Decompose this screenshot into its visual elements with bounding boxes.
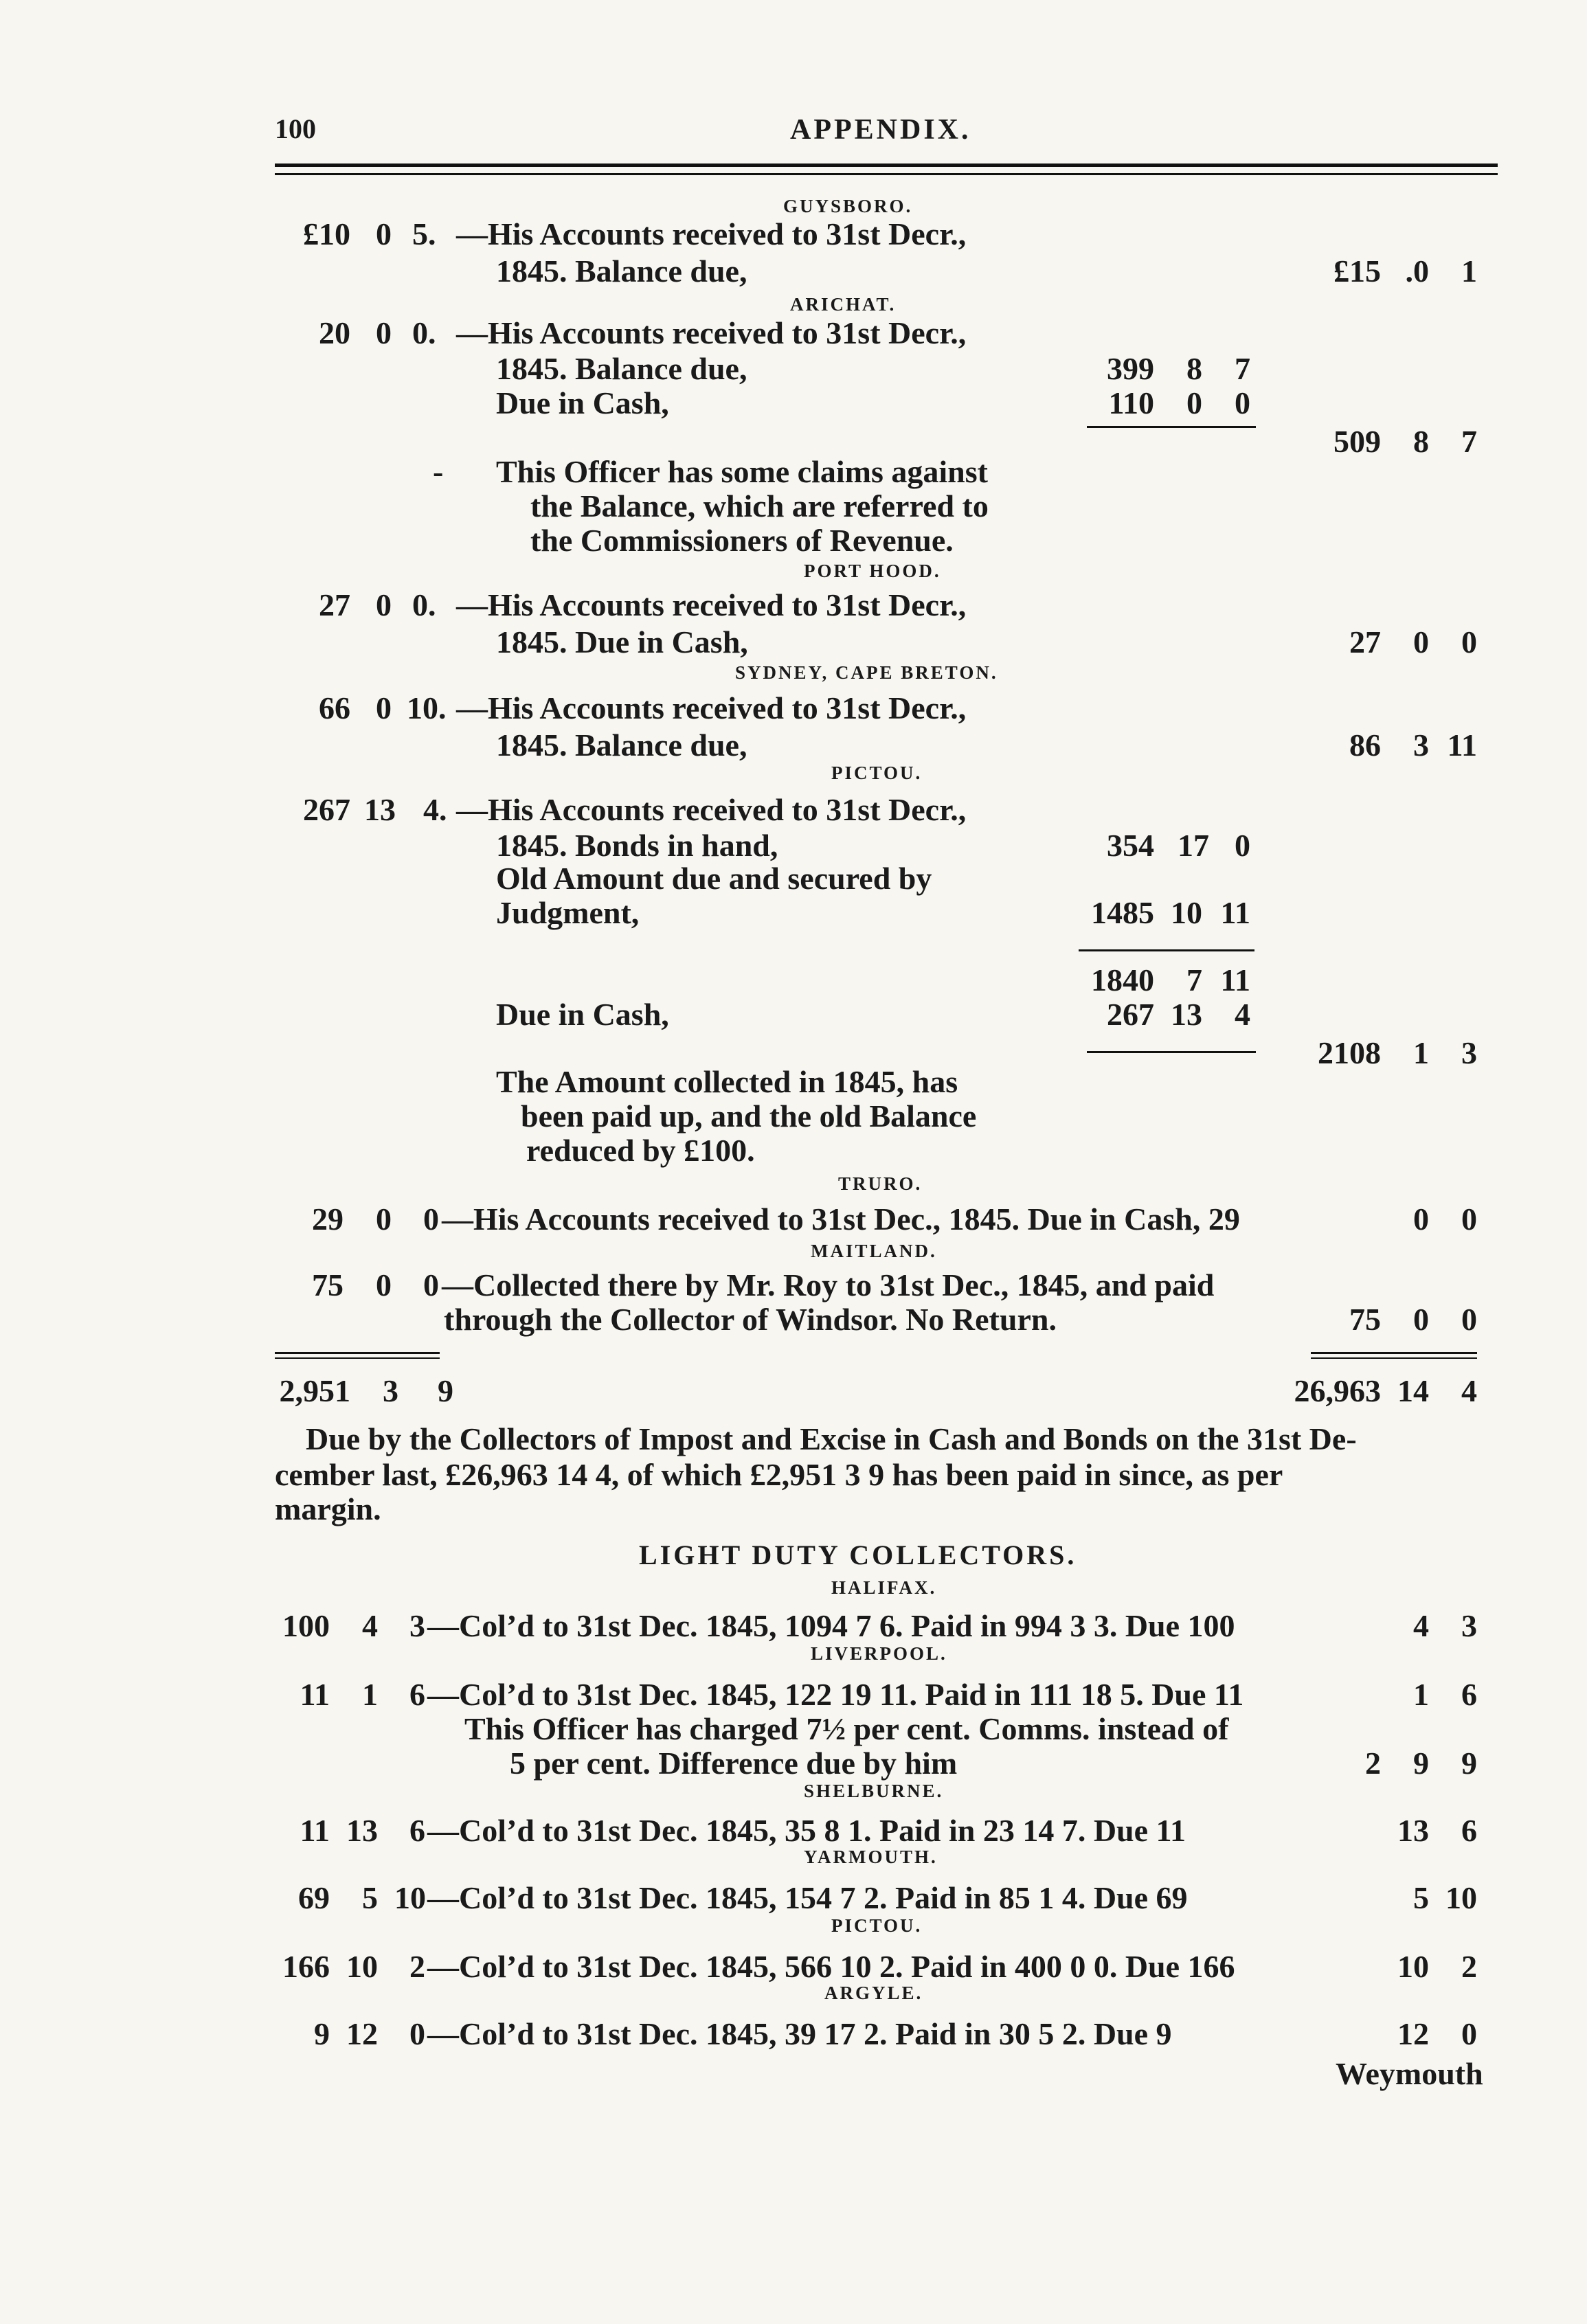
collector-entry-maitland: 75 0 0 —Collected there by Mr. Roy to 31st Dec., 1845, and paid <box>312 1267 1215 1302</box>
place-heading: ARGYLE. <box>824 1983 923 2003</box>
place-heading: PICTOU. <box>831 1915 923 1936</box>
place-heading: GUYSBORO. <box>783 196 913 216</box>
place-heading: PORT HOOD. <box>804 561 941 581</box>
total-rule-left <box>275 1352 440 1354</box>
light-duty-entry: 11 1 6 —Col’d to 31st Dec. 1845, 122 19 11. Paid in 111 18 5. Due 11 1 6 <box>300 1677 1477 1712</box>
page-number: 100 <box>275 113 316 144</box>
place-heading: ARICHAT. <box>790 294 897 315</box>
place-heading: HALIFAX. <box>831 1577 937 1598</box>
collector-entry-pictou: 267 13 4. —His Accounts received to 31st Decr., <box>303 792 967 827</box>
light-duty-entry: 9 12 0 —Col’d to 31st Dec. 1845, 39 17 2. Paid in 30 5 2. Due 9 12 0 <box>314 2016 1477 2051</box>
collector-entry-port-hood: 27 0 0. —His Accounts received to 31st Decr., <box>319 587 967 622</box>
collector-entry-guysboro: £10 0 5. —His Accounts received to 31st Decr., <box>303 216 967 251</box>
document-page: 100 APPENDIX. GUYSBORO. £10 0 5. —His Accounts received to 31st Decr., 1845. Balance due, £15 .0 1 ARICHAT. 20 0 0. —His Accounts received to 31st Decr., 1845. Balance due, 399 8 7 Due in Cash, 110 0 0 509 8 7 - This Officer has some claims against the Balance, which are referred to the Commissioners of Revenue. PORT HOOD. 27 0 0. —His Accounts received to 31st Decr., 1845. Due in Cash, 27 0 0 SYDNEY, CAPE BRETON. 66 0 10. —His Accounts received to 31st Decr., 1845. Balance due, 86 3 11 PICTOU. 267 13 4. —His Accounts received to 31st Decr., 1845. Bonds in hand, 354 17 0 Old Amount due and secured by Judgment, 1485 10 11 1840 7 11 Due in Cash, 267 13 4 2108 1 3 The Amount collected in 1845, has been paid up, and the old Balance reduced by £100. TRURO. 29 0 0 —His Accounts received to 31st Dec., 1845. Due in Cash, 29 0 0 MAITLAND. 75 0 0 —Collected there by Mr. Roy to 31st Dec., 1845, and paid through the Collector of Windsor. No Return. 75 0 0 2,951 3 9 26,963 14 4 Due by the Collectors of Impost and Excise in Cash and Bonds on the 31st De- cember last, £26,963 14 4, of which £2,951 3 9 has been paid in since, as per margin. LIGHT DUTY COLLECTORS. HALIFAX. 100 4 3 —Col’d to 31st Dec. 1845, 1094 7 6. Paid in 994 3 3. Due 100 4 3 LIVERPOOL. 11 1 6 —Col’d to 31st Dec. 1845, 122 19 11. Paid in 111 18 5. Due 11 1 6 This Officer has charged 7½ per cent. Comms. instead of 5 per cent. Difference due by him 2 9 9 SHELBURNE. 11 13 6 —Col’d to 31st Dec. 1845, 35 8 1. Paid in 23 14 7. Due 11 13 6 YARMOUTH. 69 5 10 —Col’d to 31st Dec. 1845, 154 7 2. Paid in 85 1 4. Due 69 5 10 PICTOU. 166 10 2 —Col’d to 31st Dec. 1845, 566 10 2. Paid in 400 0 0. Due 166 10 2 ARGYLE. 9 12 0 —Col’d to 31st Dec. 1845, 39 17 2. Paid in 30 5 2. Due 9 12 0 Weymouth <box>0 0 1587 2324</box>
summary-paragraph: Due by the Collectors of Impost and Excise in Cash and Bonds on the 31st De- <box>306 1421 1357 1456</box>
page-header <box>0 115 1587 151</box>
light-duty-entry: 69 5 10 —Col’d to 31st Dec. 1845, 154 7 2. Paid in 85 1 4. Due 69 5 10 <box>298 1880 1477 1915</box>
page-title: APPENDIX. <box>790 114 971 146</box>
place-heading: TRURO. <box>838 1173 923 1194</box>
total-rule-right <box>1311 1352 1477 1354</box>
totals-row: 2,951 3 9 26,963 14 4 <box>0 1375 1587 1411</box>
light-duty-entry: 11 13 6 —Col’d to 31st Dec. 1845, 35 8 1. Paid in 23 14 7. Due 11 13 6 <box>300 1813 1477 1848</box>
light-duty-entry: 166 10 2 —Col’d to 31st Dec. 1845, 566 10 2. Paid in 400 0 0. Due 166 10 2 <box>282 1949 1477 1984</box>
liverpool-note: This Officer has charged 7½ per cent. Comms. instead of <box>464 1711 1229 1746</box>
sum-rule <box>1079 949 1254 951</box>
collector-entry-arichat: 20 0 0. —His Accounts received to 31st Decr., <box>319 315 967 350</box>
place-heading: LIVERPOOL. <box>811 1643 947 1664</box>
place-heading: MAITLAND. <box>811 1241 937 1261</box>
grand-total: 26,963 <box>1294 1373 1381 1408</box>
margin-total: 2,951 <box>279 1373 350 1408</box>
header-rule-thin <box>275 173 1498 175</box>
officer-note: - This Officer has some claims against <box>433 454 988 489</box>
collector-entry-sydney: 66 0 10. —His Accounts received to 31st Decr., <box>319 690 967 725</box>
place-heading: PICTOU. <box>831 763 923 783</box>
place-heading: SYDNEY, CAPE BRETON. <box>735 662 998 683</box>
header-rule-thick <box>275 163 1498 167</box>
place-heading: YARMOUTH. <box>804 1847 938 1867</box>
light-duty-entry: 100 4 3 —Col’d to 31st Dec. 1845, 1094 7 6. Paid in 994 3 3. Due 100 4 3 <box>282 1608 1477 1643</box>
catchword: Weymouth <box>1336 2056 1483 2091</box>
collector-entry-truro: 29 0 0 —His Accounts received to 31st Dec., 1845. Due in Cash, 29 0 0 <box>312 1202 1477 1237</box>
place-heading: SHELBURNE. <box>804 1781 944 1801</box>
pictou-note: The Amount collected in 1845, has <box>496 1064 958 1099</box>
section-title: LIGHT DUTY COLLECTORS. <box>639 1539 1077 1570</box>
